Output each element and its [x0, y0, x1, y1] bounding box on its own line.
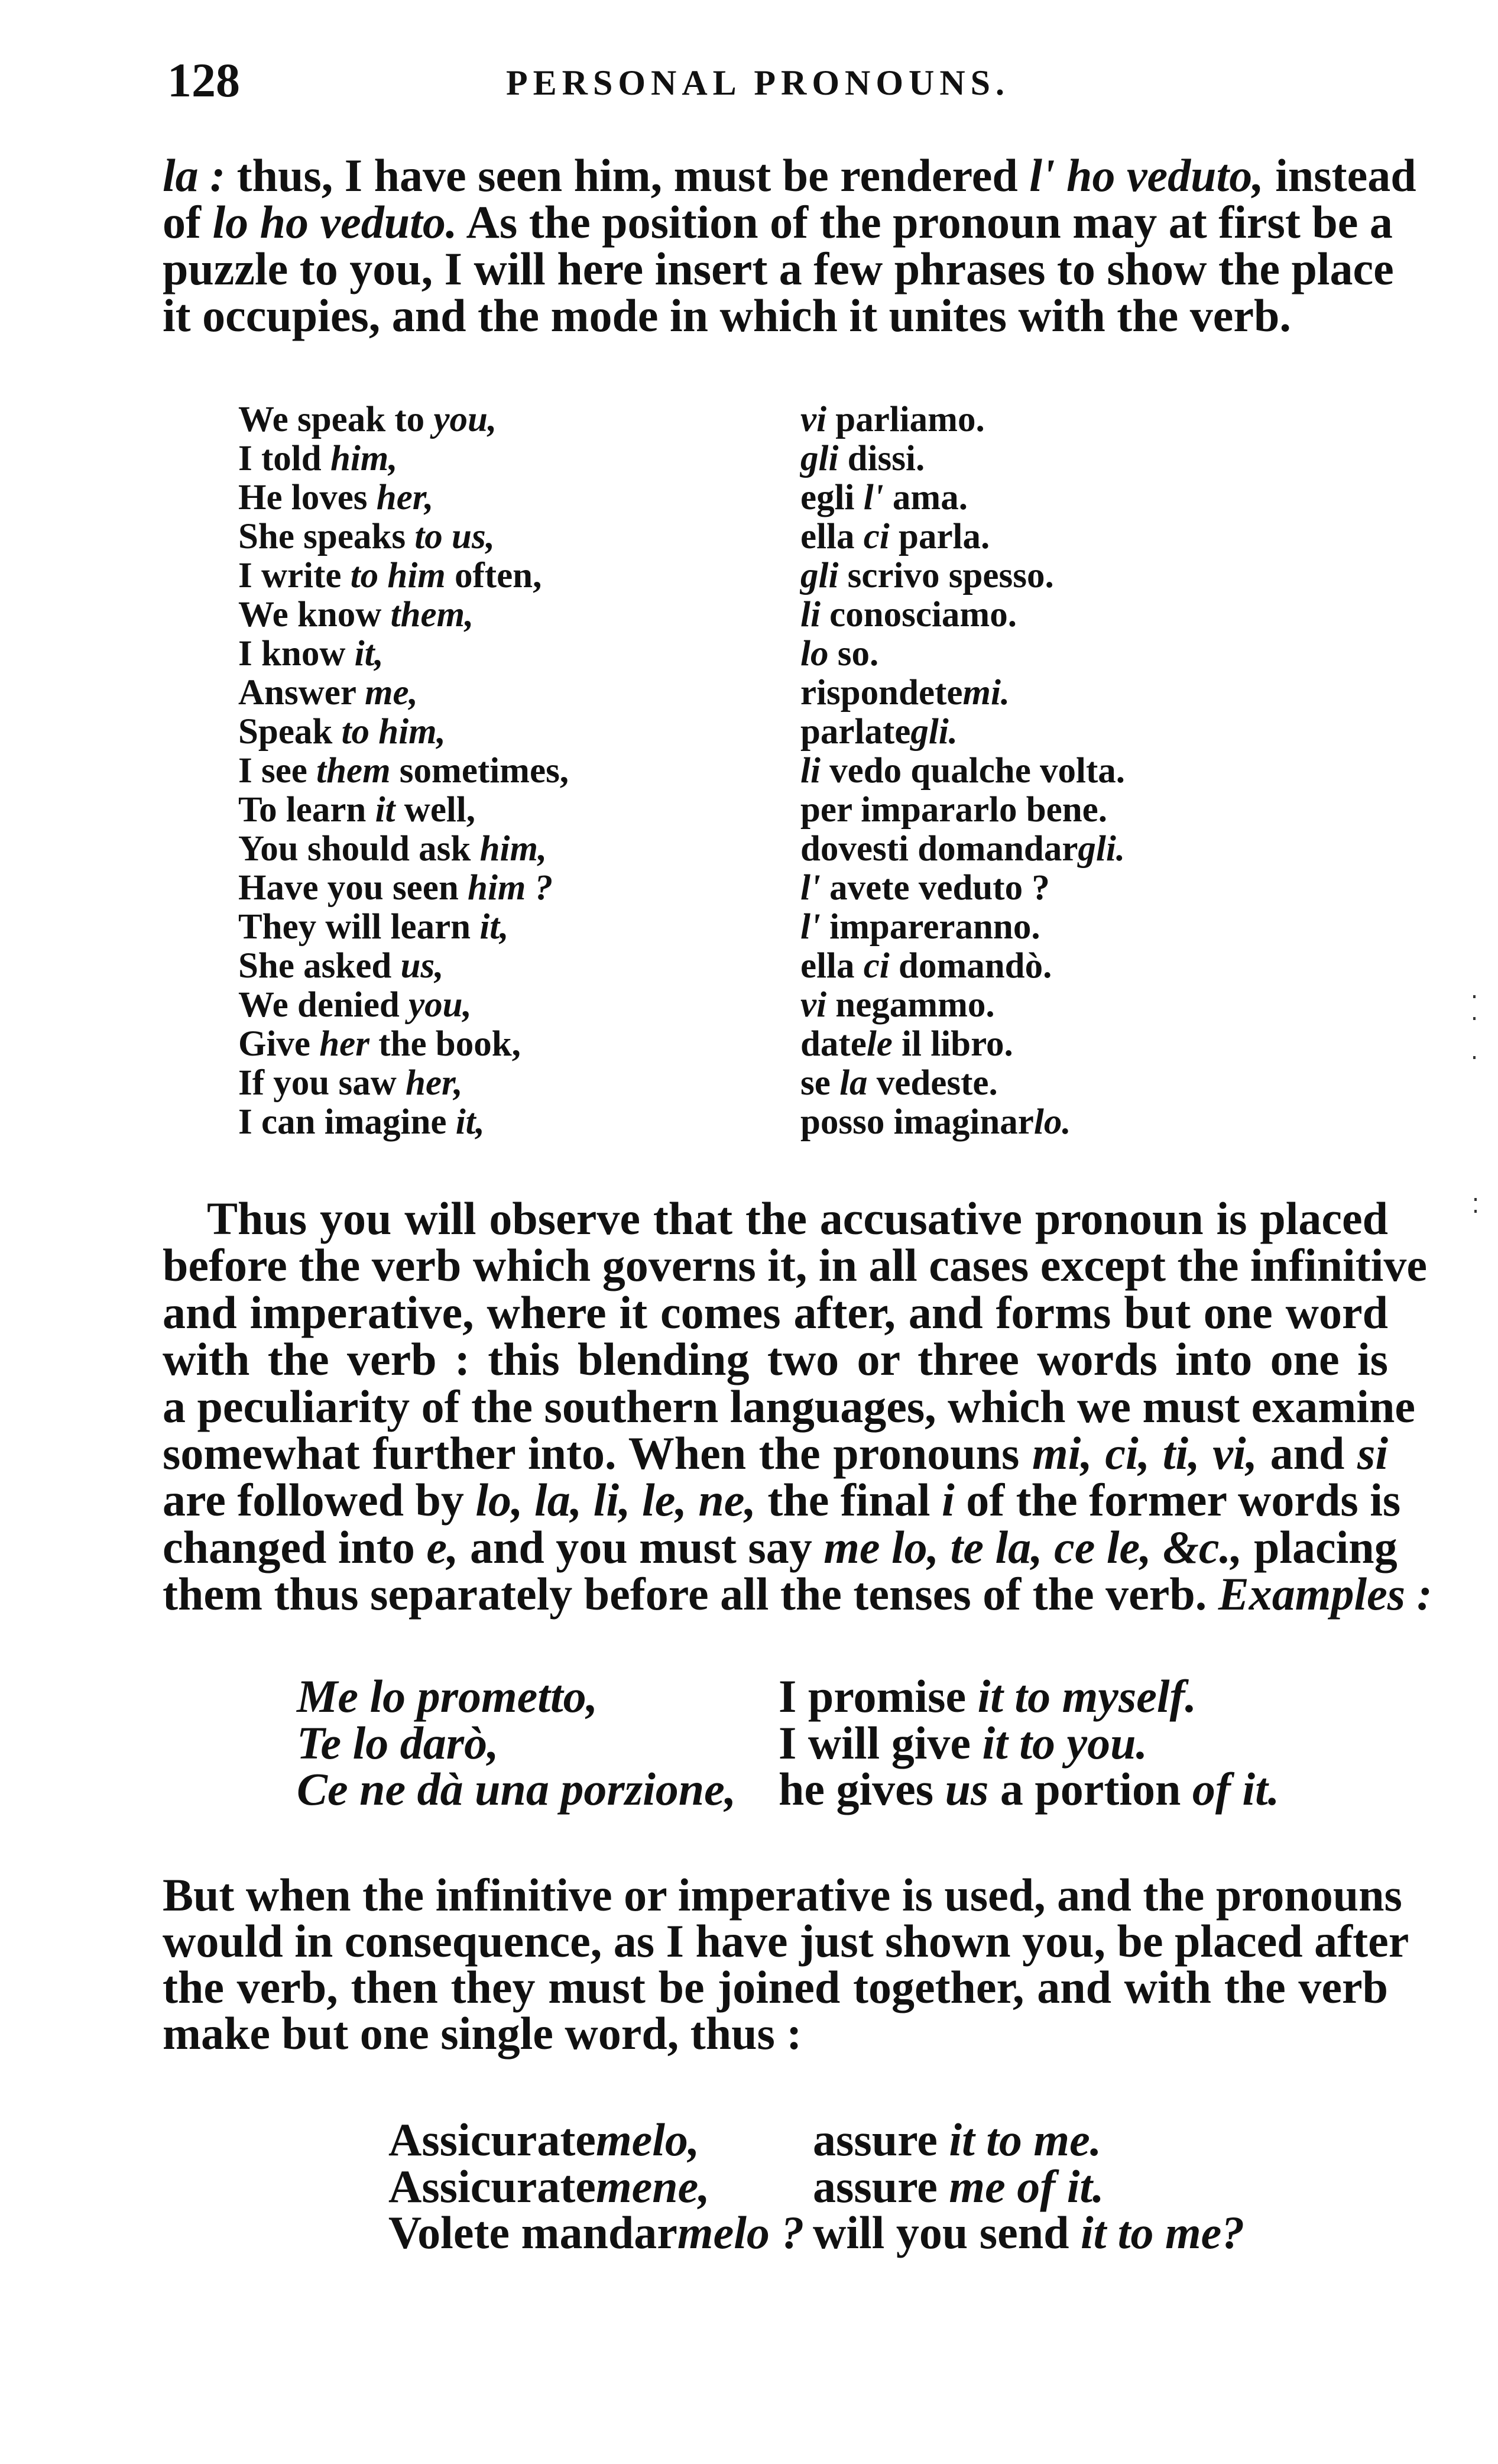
text-run: sometimes,	[390, 751, 569, 791]
italic-text: mi.	[962, 673, 1010, 713]
row-it-cell	[800, 402, 985, 438]
text-line	[163, 1869, 1402, 1921]
row-it-cell	[388, 2160, 710, 2212]
row-en-cell	[779, 1670, 1197, 1722]
italic-text: la :	[163, 150, 226, 201]
text-run: ama.	[883, 478, 968, 517]
italic-text: you,	[433, 400, 497, 439]
text-line	[163, 150, 1416, 201]
italic-text: it,	[354, 634, 384, 674]
text-line	[163, 1286, 1388, 1338]
text-line	[207, 1193, 1388, 1244]
scan-speck	[1474, 1198, 1477, 1201]
row-it-cell	[800, 948, 1052, 984]
italic-text: him ?	[468, 868, 553, 908]
text-line	[163, 1380, 1415, 1432]
text-run: so.	[828, 634, 879, 674]
italic-text: melo ?	[677, 2207, 805, 2258]
italic-text: it	[375, 790, 395, 830]
text-run: He loves	[238, 478, 377, 517]
text-run: egli	[800, 478, 864, 517]
text-run: and imperative, where it comes after, and forms but one word	[163, 1286, 1388, 1338]
italic-text: ci	[863, 517, 890, 556]
text-run: a portion	[988, 1763, 1192, 1815]
text-run: se	[800, 1063, 840, 1103]
italic-text: si	[1357, 1427, 1388, 1479]
text-run: and you must say	[458, 1521, 824, 1573]
text-run: of the former words is	[954, 1474, 1401, 1526]
italic-text: la	[839, 1063, 868, 1103]
text-run: parliamo.	[826, 400, 985, 439]
text-run: often,	[445, 556, 542, 595]
text-line	[163, 243, 1394, 294]
italic-text: to him,	[341, 712, 446, 752]
italic-text: gli.	[1078, 829, 1126, 869]
row-en-cell	[238, 441, 398, 477]
italic-text: vi	[800, 985, 827, 1025]
text-run: well,	[395, 790, 476, 830]
text-run: ella	[800, 946, 864, 986]
row-it-cell	[800, 1065, 998, 1101]
italic-text: him,	[479, 829, 547, 869]
row-it-cell	[800, 1026, 1013, 1062]
text-line	[163, 1474, 1401, 1526]
row-it-cell	[297, 1670, 598, 1722]
row-en-cell	[238, 1026, 521, 1062]
row-it-cell	[800, 792, 1107, 828]
text-run: them thus separately before all the tenses of the verb.	[163, 1568, 1218, 1620]
row-it-cell	[800, 636, 878, 672]
text-run: assure	[813, 2160, 949, 2212]
text-run: To learn	[238, 790, 375, 830]
italic-text: i	[942, 1474, 955, 1526]
row-it-cell	[800, 753, 1125, 789]
text-run: domandò.	[889, 946, 1052, 986]
row-en-cell	[238, 870, 553, 906]
row-en-cell	[779, 1763, 1280, 1815]
row-it-cell	[388, 2207, 805, 2258]
text-run: assure	[813, 2114, 949, 2165]
row-en-cell	[238, 675, 418, 711]
text-run: a peculiarity of the southern languages, which we must examine	[163, 1380, 1415, 1432]
text-run: As the position of the pronoun may at first be a	[457, 196, 1393, 248]
italic-text: her	[319, 1024, 369, 1064]
text-run: will you send	[813, 2207, 1081, 2258]
row-it-cell	[800, 597, 1017, 633]
italic-text: it to me?	[1080, 2207, 1245, 2258]
text-line	[163, 1521, 1398, 1573]
text-run: Volete mandar	[388, 2207, 677, 2258]
italic-text: me lo, te la, ce le, &c.,	[823, 1521, 1243, 1573]
italic-text: to us,	[414, 517, 495, 556]
row-en-cell	[813, 2160, 1104, 2212]
row-it-cell	[800, 909, 1040, 945]
italic-text: them	[316, 751, 391, 791]
italic-text: li	[800, 595, 821, 634]
italic-text: lo.	[1033, 1102, 1071, 1142]
italic-text: me,	[365, 673, 418, 713]
italic-text: melo,	[595, 2114, 700, 2165]
italic-text: gli	[800, 439, 839, 478]
page-number: 128	[167, 53, 240, 107]
text-run: We speak to	[238, 400, 434, 439]
text-run: Assicurate	[388, 2160, 596, 2212]
italic-text: you,	[408, 985, 472, 1025]
text-line	[163, 1239, 1427, 1291]
italic-text: le	[866, 1024, 893, 1064]
text-run: ella	[800, 517, 864, 556]
italic-text: it to myself.	[977, 1670, 1197, 1722]
italic-text: me of it.	[949, 2160, 1104, 2212]
text-run: conosciamo.	[820, 595, 1017, 634]
text-line	[163, 290, 1388, 341]
row-en-cell	[779, 1717, 1148, 1769]
scan-speck	[1473, 1017, 1476, 1020]
italic-text: Ce ne dà una porzione,	[297, 1763, 737, 1815]
italic-text: lo ho veduto.	[212, 196, 458, 248]
row-it-cell	[388, 2114, 700, 2165]
text-run: dissi.	[838, 439, 925, 478]
row-it-cell	[800, 480, 968, 516]
text-run: Answer	[238, 673, 365, 713]
text-run: instead	[1263, 150, 1416, 201]
row-it-cell	[297, 1763, 737, 1815]
row-en-cell	[813, 2207, 1245, 2258]
text-run: thus, I have seen him, must be rendered	[225, 150, 1030, 201]
text-run: and	[1257, 1427, 1357, 1479]
row-en-cell	[238, 948, 444, 984]
text-run: Assicurate	[388, 2114, 596, 2165]
italic-text: lo	[800, 634, 829, 674]
text-run: I know	[238, 634, 355, 674]
italic-text: her,	[406, 1063, 463, 1103]
text-run: he gives	[779, 1763, 945, 1815]
row-en-cell	[238, 831, 547, 867]
text-line	[163, 1333, 1388, 1385]
text-run: scrivo spesso.	[838, 556, 1054, 595]
italic-text: it,	[455, 1102, 485, 1142]
text-run: We denied	[238, 985, 409, 1025]
italic-text: li	[800, 751, 821, 791]
italic-text: lo, la, li, le, ne,	[475, 1474, 756, 1526]
italic-text: Te lo darò,	[297, 1717, 499, 1769]
text-run: with the verb : this blending two or three words into one is	[163, 1333, 1388, 1385]
text-run: placing	[1242, 1521, 1398, 1573]
italic-text: it to you.	[982, 1717, 1148, 1769]
text-run: of	[163, 196, 213, 248]
row-en-cell	[238, 1104, 485, 1140]
row-it-cell	[297, 1717, 499, 1769]
italic-text: vi	[800, 400, 827, 439]
text-run: il libro.	[892, 1024, 1013, 1064]
row-it-cell	[800, 1104, 1071, 1140]
text-run: negammo.	[826, 985, 995, 1025]
text-run: the final	[756, 1474, 942, 1526]
text-run: She speaks	[238, 517, 415, 556]
text-run: avete veduto ?	[820, 868, 1050, 908]
italic-text: to him	[350, 556, 446, 595]
italic-text: l'	[800, 868, 821, 908]
text-run: You should ask	[238, 829, 480, 869]
italic-text: of it.	[1192, 1763, 1280, 1815]
row-it-cell	[800, 831, 1125, 867]
italic-text: gli.	[910, 712, 958, 752]
text-run: I write	[238, 556, 351, 595]
text-run: vedo qualche volta.	[820, 751, 1126, 791]
scan-speck	[1473, 995, 1476, 998]
row-en-cell	[238, 1065, 463, 1101]
italic-text: l' ho veduto,	[1029, 150, 1264, 201]
italic-text: us	[945, 1763, 989, 1815]
row-en-cell	[238, 519, 495, 555]
text-run: parla.	[889, 517, 990, 556]
row-it-cell	[800, 870, 1050, 906]
text-line	[163, 2010, 1388, 2057]
text-run: We know	[238, 595, 391, 634]
italic-text: her,	[376, 478, 434, 517]
text-run: parlate	[800, 712, 911, 752]
italic-text: them,	[390, 595, 474, 634]
text-run: puzzle to you, I will here insert a few phrases to show the place	[163, 243, 1394, 294]
text-run: They will learn	[238, 907, 480, 947]
text-run: impareranno.	[820, 907, 1040, 947]
italic-text: it,	[479, 907, 509, 947]
text-run: Have you seen	[238, 868, 468, 908]
italic-text: it to me.	[949, 2114, 1102, 2165]
row-en-cell	[238, 480, 433, 516]
row-en-cell	[238, 597, 474, 633]
text-line	[163, 1427, 1388, 1479]
italic-text: l'	[863, 478, 884, 517]
text-run: I will give	[779, 1717, 983, 1769]
scan-speck	[1473, 1056, 1476, 1059]
text-run: changed into	[163, 1521, 427, 1573]
text-run: date	[800, 1024, 867, 1064]
text-line	[163, 1915, 1409, 1967]
row-it-cell	[800, 987, 995, 1023]
text-run: per impararlo bene.	[800, 790, 1108, 830]
row-it-cell	[800, 441, 925, 477]
text-run: She asked	[238, 946, 401, 986]
row-en-cell	[238, 714, 446, 750]
text-run: rispondete	[800, 673, 963, 713]
text-run: Speak	[238, 712, 342, 752]
italic-text: l'	[800, 907, 821, 947]
text-run: Give	[238, 1024, 320, 1064]
italic-text: e,	[426, 1521, 459, 1573]
text-run: If you saw	[238, 1063, 406, 1103]
row-en-cell	[238, 402, 497, 438]
row-it-cell	[800, 519, 990, 555]
italic-text: Examples :	[1218, 1568, 1432, 1620]
text-run: the verb, then they must be joined together, and with the verb	[163, 1961, 1388, 2013]
italic-text: Me lo prometto,	[297, 1670, 598, 1722]
row-it-cell	[800, 714, 958, 750]
row-it-cell	[800, 675, 1010, 711]
row-it-cell	[800, 558, 1054, 594]
italic-text: us,	[400, 946, 444, 986]
text-line	[163, 1961, 1388, 2013]
row-en-cell	[238, 753, 569, 789]
text-run: are followed by	[163, 1474, 476, 1526]
row-en-cell	[813, 2114, 1102, 2165]
row-en-cell	[238, 909, 509, 945]
text-run: Thus you will observe that the accusative pronoun is placed	[207, 1193, 1388, 1244]
text-run: I see	[238, 751, 317, 791]
text-run: I can imagine	[238, 1102, 456, 1142]
italic-text: gli	[800, 556, 839, 595]
text-run: dovesti domandar	[800, 829, 1078, 869]
row-en-cell	[238, 792, 475, 828]
italic-text: mi, ci, ti, vi,	[1032, 1427, 1257, 1479]
italic-text: mene,	[595, 2160, 710, 2212]
text-run: it occupies, and the mode in which it unites with the verb.	[163, 290, 1291, 341]
text-run: vedeste.	[867, 1063, 998, 1103]
italic-text: him,	[330, 439, 398, 478]
text-run: I told	[238, 439, 330, 478]
row-en-cell	[238, 558, 542, 594]
text-run: somewhat further into. When the pronouns	[163, 1427, 1032, 1479]
row-en-cell	[238, 636, 384, 672]
text-line	[163, 1568, 1432, 1620]
text-run: I promise	[779, 1670, 978, 1722]
text-run: But when the infinitive or imperative is used, and the pronouns	[163, 1869, 1402, 1921]
row-en-cell	[238, 987, 472, 1023]
text-run: posso imaginar	[800, 1102, 1034, 1142]
text-line	[163, 196, 1393, 248]
italic-text: ci	[863, 946, 890, 986]
text-run: before the verb which governs it, in all cases except the infinitive	[163, 1239, 1427, 1291]
text-run: would in consequence, as I have just shown you, be placed after	[163, 1915, 1409, 1967]
text-run: make but one single word, thus :	[163, 2008, 802, 2059]
scan-speck	[1474, 1210, 1477, 1213]
running-title: PERSONAL PRONOUNS.	[505, 63, 1010, 102]
text-run: the book,	[369, 1024, 521, 1064]
